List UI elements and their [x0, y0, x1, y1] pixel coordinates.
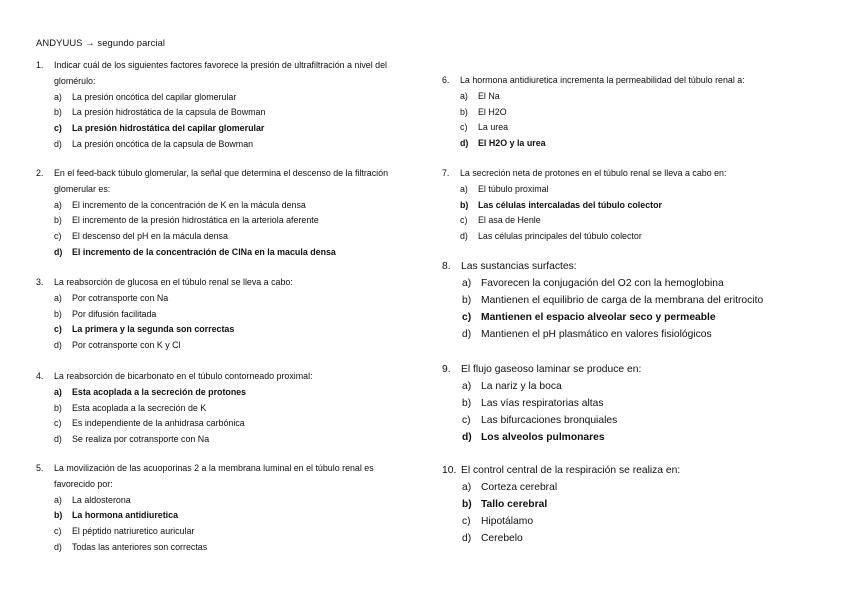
question-7: [442, 166, 822, 245]
question-number: 1.: [36, 60, 44, 70]
option-c-correct: c) Mantienen el espacio alveolar seco y permeable: [462, 311, 716, 323]
question-number: 5.: [36, 463, 44, 473]
option-a-correct: a) Esta acoplada a la secreción de protones: [54, 386, 247, 397]
option-b: b) El H2O: [460, 106, 507, 117]
option-d: d) Mantienen el pH plasmático en valores fisiológicos: [462, 328, 712, 340]
option-b: b) Esta acoplada a la secreción de K: [54, 402, 207, 413]
question-text: La secreción neta de protones en el túbulo renal se lleva a cabo en:: [460, 168, 727, 178]
option-c-correct: c) La presión hidrostática del capilar glomerular: [54, 123, 265, 134]
question-number: 9.: [442, 364, 451, 375]
option-a: a) Por cotransporte con Na: [54, 292, 169, 303]
question-text: El control central de la respiración se realiza en:: [461, 465, 681, 476]
question-4: [36, 369, 400, 448]
option-a: a) Favorecen la conjugación del O2 con la hemoglobina: [462, 277, 724, 289]
question-text: En el feed-back túbulo glomerular, la señal que determina el descenso de la filtración glomerular es:: [54, 168, 388, 194]
option-c-correct: c) La primera y la segunda son correctas: [54, 324, 235, 335]
option-c: c) El asa de Henle: [460, 215, 541, 226]
option-c: c) Es independiente de la anhidrasa carbónica: [54, 418, 245, 429]
question-1: [36, 58, 400, 153]
question-text: La reabsorción de glucosa en el túbulo renal se lleva a cabo:: [54, 277, 293, 287]
question-text: La hormona antidiuretica incrementa la permeabilidad del túbulo renal a:: [460, 75, 745, 85]
option-d: d) Se realiza por cotransporte con Na: [54, 434, 210, 445]
option-d-correct: d) El H2O y la urea: [460, 138, 546, 149]
question-number: 4.: [36, 371, 44, 381]
option-d: d) Todas las anteriores son correctas: [54, 541, 208, 552]
question-number: 6.: [442, 75, 450, 85]
question-number: 2.: [36, 168, 44, 178]
option-b-correct: b) Tallo cerebral: [462, 498, 548, 510]
option-c: c) Las bifurcaciones bronquiales: [462, 414, 618, 426]
option-d-correct: d) Los alveolos pulmonares: [462, 431, 605, 443]
question-text: La movilización de las acuoporinas 2 a la membrana luminal en el túbulo renal es favorecido por:: [54, 463, 374, 489]
option-c: c) La urea: [460, 122, 509, 133]
option-b-correct: b) Las células intercaladas del túbulo colector: [460, 199, 662, 210]
question-number: 10.: [442, 465, 457, 476]
option-b: b) El incremento de la presión hidrostática en la arteriola aferente: [54, 215, 319, 226]
option-a: a) El Na: [460, 90, 500, 101]
option-c: c) Hipotálamo: [462, 515, 534, 527]
option-d-correct: d) El incremento de la concentración de ClNa en la macula densa: [54, 246, 336, 257]
option-b: b) Por difusión facilitada: [54, 308, 157, 319]
question-text: Las sustancias surfactes:: [461, 261, 577, 272]
option-a: a) La aldosterona: [54, 494, 131, 505]
question-text: El flujo gaseoso laminar se produce en:: [461, 364, 642, 375]
question-text: La reabsorción de bicarbonato en el túbulo contorneado proximal:: [54, 371, 313, 381]
question-number: 3.: [36, 277, 44, 287]
question-number: 8.: [442, 261, 451, 272]
question-10: [442, 463, 822, 548]
question-text: Indicar cuál de los siguientes factores favorece la presión de ultrafiltración a nivel del glomérulo:: [54, 60, 387, 86]
document-title: ANDYUUS → segundo parcial: [36, 37, 166, 48]
question-3: [36, 275, 400, 354]
option-b: b) Las vías respiratorias altas: [462, 397, 604, 409]
question-number: 7.: [442, 168, 450, 178]
question-8: [442, 259, 822, 344]
question-5: [36, 461, 411, 556]
option-d: d) Cerebelo: [462, 532, 523, 544]
option-b: b) Mantienen el equilibrio de carga de la membrana del eritrocito: [462, 294, 764, 306]
question-6: [442, 73, 822, 152]
option-b-correct: b) La hormona antidiuretica: [54, 510, 179, 521]
option-a: a) Corteza cerebral: [462, 481, 558, 493]
option-d: d) La presión oncótica de la capsula de Bowman: [54, 138, 254, 149]
option-d: d) Las células principales del túbulo colector: [460, 231, 642, 242]
question-2: [36, 166, 400, 261]
option-d: d) Por cotransporte con K y Cl: [54, 340, 181, 351]
option-a: a) El incremento de la concentración de K en la mácula densa: [54, 199, 306, 210]
option-a: a) La presión oncótica del capilar glomerular: [54, 91, 237, 102]
question-9: [442, 362, 822, 447]
option-c: c) El péptido natriuretico auricular: [54, 526, 195, 537]
option-b: b) La presión hidrostática de la capsula de Bowman: [54, 107, 266, 118]
option-a: a) La nariz y la boca: [462, 380, 562, 392]
option-a: a) El túbulo proximal: [460, 183, 549, 194]
option-c: c) El descenso del pH en la mácula densa: [54, 231, 228, 242]
